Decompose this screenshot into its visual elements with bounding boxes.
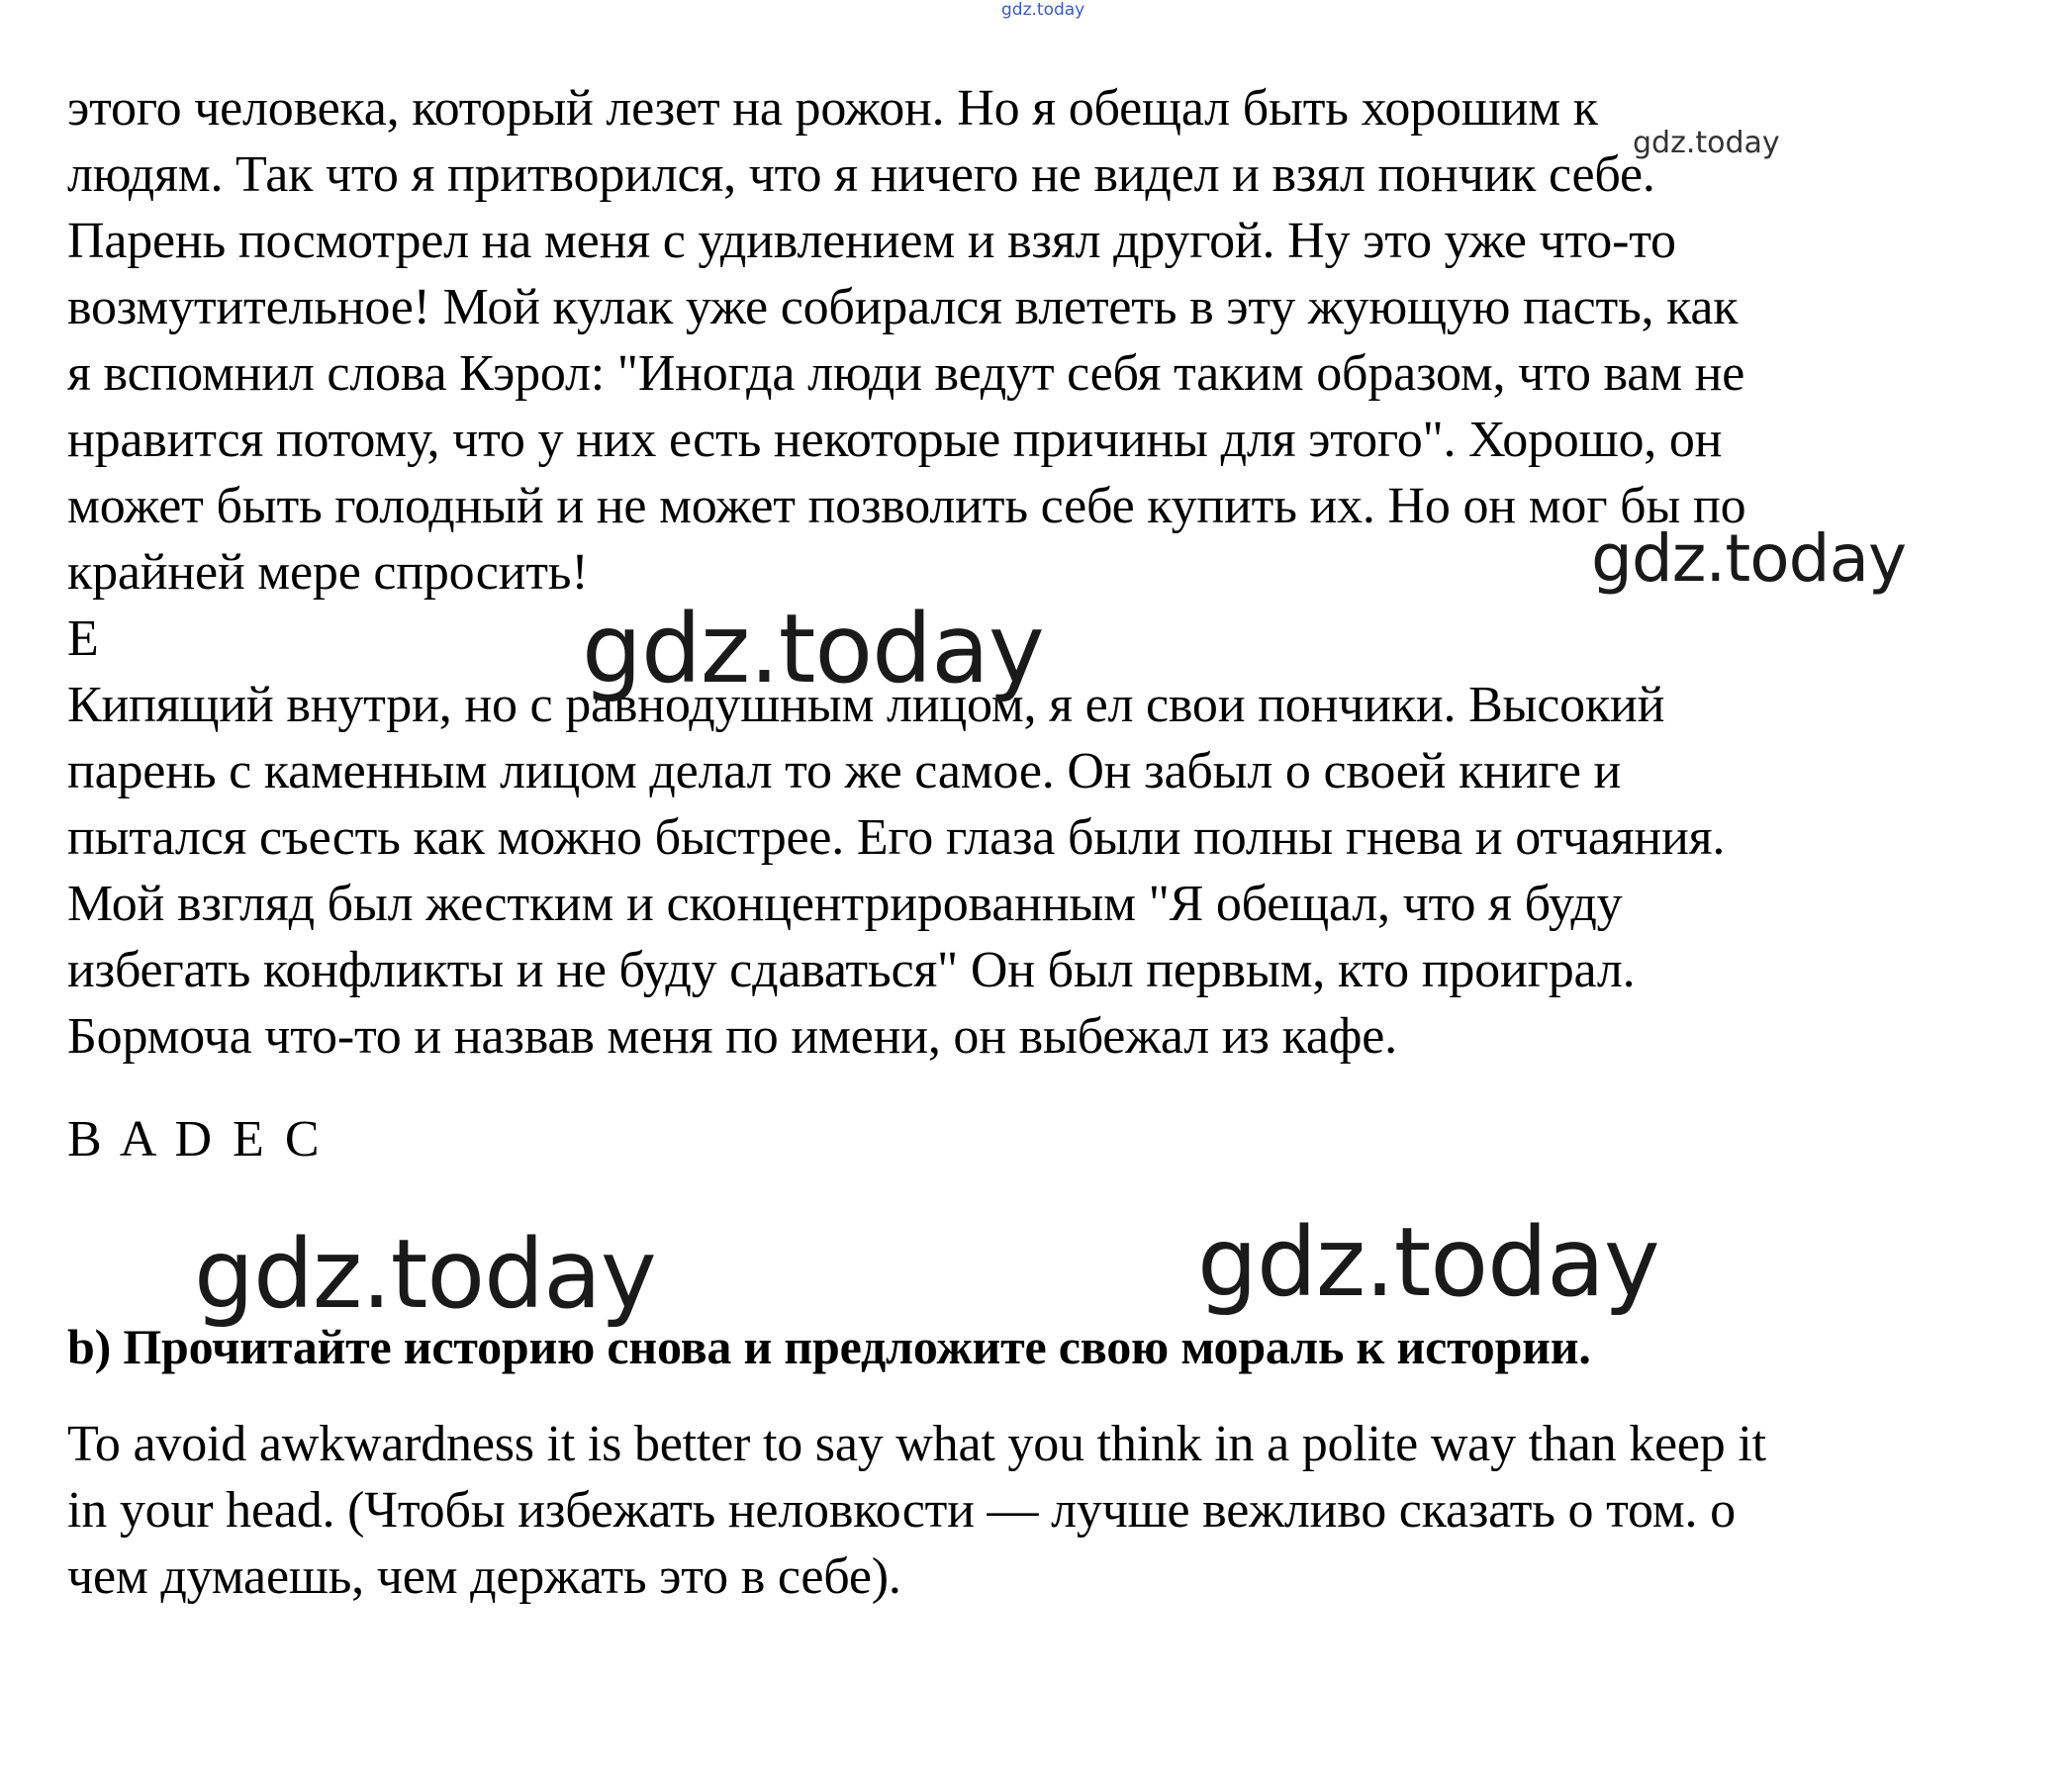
paragraph-d-line-4: возмутительное! Мой кулак уже собирался влететь в эту жующую пасть, как (67, 279, 1739, 335)
paragraph-e-line-3: пытался съесть как можно быстрее. Его глаза были полны гнева и отчаяния. (67, 809, 1726, 866)
moral-line-3: чем думаешь, чем держать это в себе). (67, 1548, 901, 1605)
watermark-large-3: gdz.today (1197, 1207, 1659, 1318)
watermark-large-1: gdz.today (582, 594, 1044, 704)
section-e-label: E (67, 610, 99, 667)
moral-line-1: To avoid awkwardness it is better to say what you think in a polite way than keep it (67, 1416, 1766, 1472)
paragraph-d-line-5: я вспомнил слова Кэрол: "Иногда люди ведут себя таким образом, что вам не (67, 345, 1745, 402)
task-b-heading: b) Прочитайте историю снова и предложите свою мораль к истории. (67, 1319, 1591, 1374)
paragraph-d-line-6: нравится потому, что у них есть некоторые причины для этого". Хорошо, он (67, 412, 1723, 468)
watermark-small: gdz.today (1633, 126, 1780, 160)
paragraph-e-line-2: парень с каменным лицом делал то же самое. Он забыл о своей книге и (67, 743, 1622, 799)
paragraph-d-line-3: Парень посмотрел на меня с удивлением и взял другой. Ну это уже что-то (67, 213, 1676, 269)
paragraph-e-line-6: Бормоча что-то и назвав меня по имени, он выбежал из кафе. (67, 1008, 1397, 1065)
watermark-tiny: gdz.today (1001, 0, 1085, 20)
paragraph-d-line-2: людям. Так что я притворился, что я ничего не видел и взял пончик себе. (67, 146, 1655, 203)
answer-order: B A D E C (67, 1111, 324, 1168)
paragraph-e-line-5: избегать конфликты и не буду сдаваться" Он был первым, кто проиграл. (67, 942, 1636, 998)
paragraph-d-line-1: этого человека, который лезет на рожон. Но я обещал быть хорошим к (67, 80, 1598, 137)
watermark-large-2: gdz.today (194, 1219, 656, 1330)
paragraph-d-line-7: может быть голодный и не может позволить себе купить их. Но он мог бы по (67, 478, 1746, 534)
paragraph-e-line-4: Мой взгляд был жестким и сконцентрированным "Я обещал, что я буду (67, 876, 1623, 932)
watermark-medium: gdz.today (1591, 520, 1907, 597)
paragraph-e-line-1: Кипящий внутри, но с равнодушным лицом, я ел свои пончики. Высокий (67, 677, 1665, 733)
paragraph-d-line-8: крайней мере спросить! (67, 544, 589, 601)
moral-line-2: in your head. (Чтобы избежать неловкости — лучше вежливо сказать о том. о (67, 1482, 1736, 1539)
